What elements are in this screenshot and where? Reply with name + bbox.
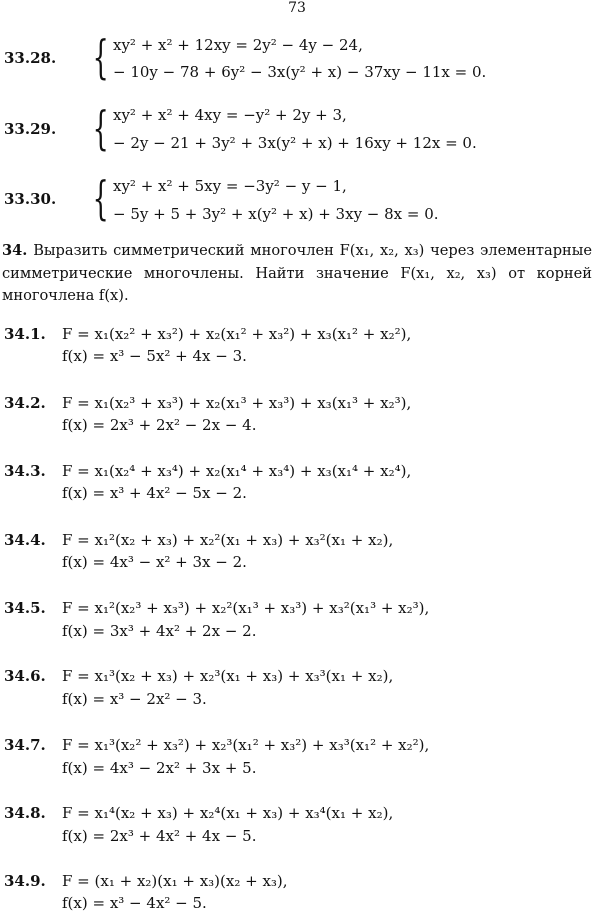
problem-number: 34.2. xyxy=(4,394,46,412)
formula-f: f(x) = 4x³ − 2x² + 3x + 5. xyxy=(62,759,257,777)
section-text: Выразить симметрический многочлен F(x₁, x₂, x₃) через элементарные симметрические многочлены. Найти значение F(x₁, x₂, x₃) от корней многочлена f(x). xyxy=(2,242,593,304)
problem-number: 34.7. xyxy=(4,736,46,754)
problem-number: 34.9. xyxy=(4,872,46,890)
formula-f: f(x) = x³ − 5x² + 4x − 3. xyxy=(62,347,247,365)
system-brace: { xyxy=(92,101,109,155)
formula-F: F = x₁²(x₂ + x₃) + x₂²(x₁ + x₃) + x₃²(x₁ + x₂), xyxy=(62,531,394,549)
formula-f: f(x) = x³ − 4x² − 5. xyxy=(62,894,207,912)
formula-F: F = x₁³(x₂² + x₃²) + x₂³(x₁² + x₃²) + x₃³(x₁² + x₂²), xyxy=(62,736,430,754)
problem-number: 34.4. xyxy=(4,531,46,549)
formula-F: F = x₁(x₂³ + x₃³) + x₂(x₁³ + x₃³) + x₃(x₁³ + x₂³), xyxy=(62,394,412,412)
problem-number: 34.8. xyxy=(4,804,46,822)
page-number: 73 xyxy=(288,0,306,16)
equation-line-1: xy² + x² + 5xy = −3y² − y − 1, xyxy=(113,177,347,195)
section-intro xyxy=(2,240,592,308)
system-brace: { xyxy=(92,30,109,84)
problem-number: 34.6. xyxy=(4,667,46,685)
section-number: 34. xyxy=(2,242,28,259)
formula-f: f(x) = 4x³ − x² + 3x − 2. xyxy=(62,553,247,571)
formula-F: F = x₁(x₂² + x₃²) + x₂(x₁² + x₃²) + x₃(x₁² + x₂²), xyxy=(62,325,412,343)
formula-f: f(x) = 2x³ + 4x² + 4x − 5. xyxy=(62,827,257,845)
formula-F: F = (x₁ + x₂)(x₁ + x₃)(x₂ + x₃), xyxy=(62,872,288,890)
formula-F: F = x₁⁴(x₂ + x₃) + x₂⁴(x₁ + x₃) + x₃⁴(x₁ + x₂), xyxy=(62,804,394,822)
problem-number: 33.28. xyxy=(4,49,57,67)
equation-line-2: − 5y + 5 + 3y² + x(y² + x) + 3xy − 8x = 0. xyxy=(113,205,439,223)
problem-number: 34.3. xyxy=(4,462,46,480)
equation-line-2: − 10y − 78 + 6y² − 3x(y² + x) − 37xy − 11x = 0. xyxy=(113,63,487,81)
equation-line-1: xy² + x² + 4xy = −y² + 2y + 3, xyxy=(113,106,347,124)
formula-F: F = x₁²(x₂³ + x₃³) + x₂²(x₁³ + x₃³) + x₃²(x₁³ + x₂³), xyxy=(62,599,430,617)
problem-number: 33.30. xyxy=(4,190,57,208)
equation-line-2: − 2y − 21 + 3y² + 3x(y² + x) + 16xy + 12x = 0. xyxy=(113,134,477,152)
formula-F: F = x₁³(x₂ + x₃) + x₂³(x₁ + x₃) + x₃³(x₁ + x₂), xyxy=(62,667,394,685)
equation-line-1: xy² + x² + 12xy = 2y² − 4y − 24, xyxy=(113,36,363,54)
system-brace: { xyxy=(92,171,109,225)
formula-f: f(x) = x³ − 2x² − 3. xyxy=(62,690,207,708)
problem-number: 33.29. xyxy=(4,120,57,138)
formula-f: f(x) = 2x³ + 2x² − 2x − 4. xyxy=(62,416,257,434)
formula-f: f(x) = x³ + 4x² − 5x − 2. xyxy=(62,484,247,502)
problem-number: 34.5. xyxy=(4,599,46,617)
problem-number: 34.1. xyxy=(4,325,46,343)
formula-f: f(x) = 3x³ + 4x² + 2x − 2. xyxy=(62,622,257,640)
formula-F: F = x₁(x₂⁴ + x₃⁴) + x₂(x₁⁴ + x₃⁴) + x₃(x₁⁴ + x₂⁴), xyxy=(62,462,412,480)
